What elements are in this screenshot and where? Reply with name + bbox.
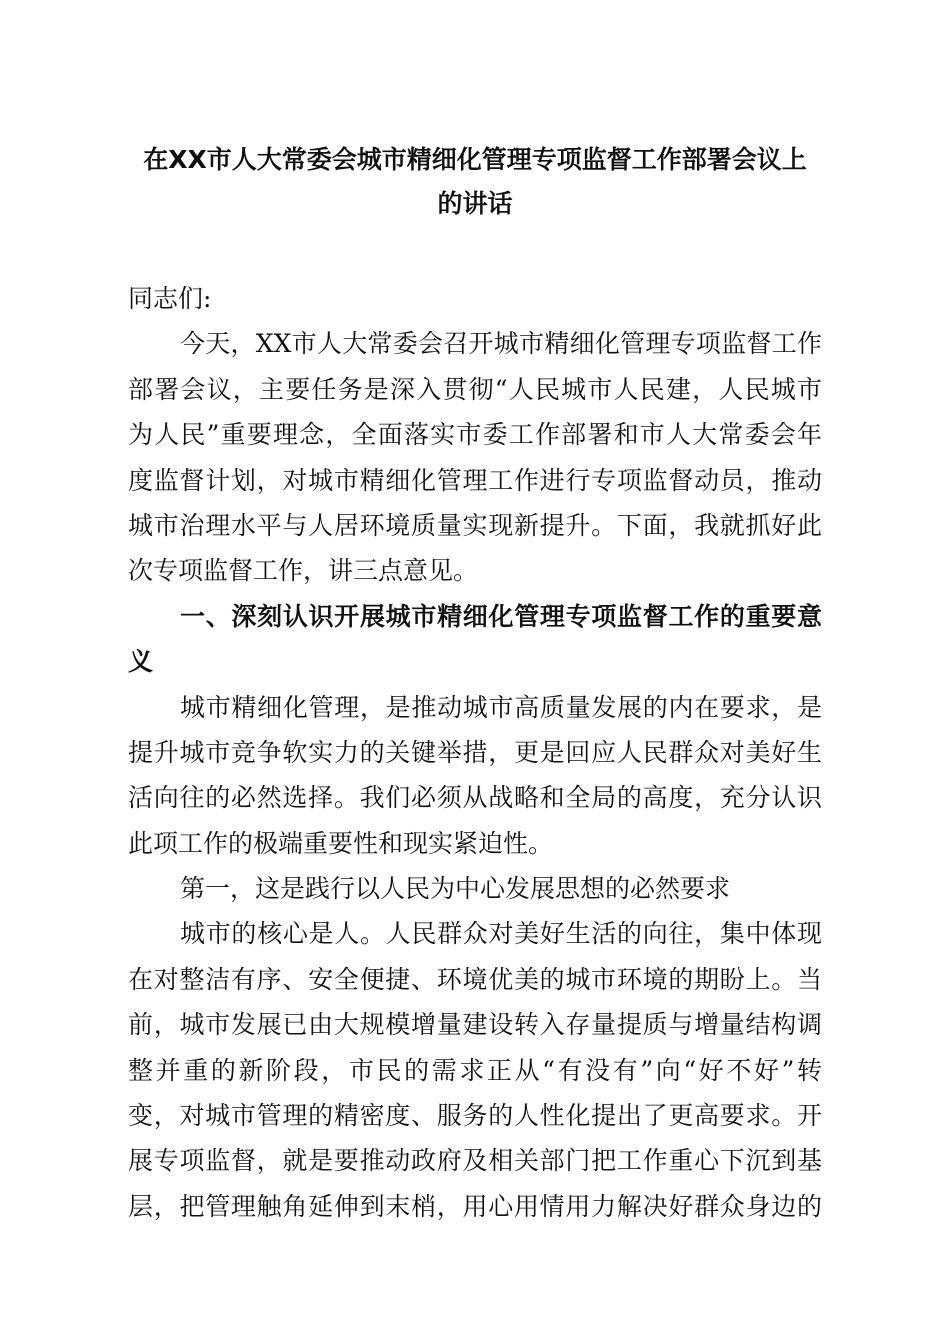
- paragraph-line: 城市精细化管理，是推动城市高质量发展的内在要求，是: [180, 692, 822, 722]
- paragraph-line: 部署会议，主要任务是深入贯彻“人民城市人民建，人民城市: [128, 374, 822, 404]
- paragraph-line: 今天，XX市人大常委会召开城市精细化管理专项监督工作: [180, 329, 822, 359]
- paragraph-intro: [128, 321, 822, 593]
- paragraph-significance: [128, 685, 822, 867]
- paragraph-line: 提升城市竞争软实力的关键举措，更是回应人民群众对美好生: [128, 737, 822, 767]
- paragraph-line: 展专项监督，就是要推动政府及相关部门把工作重心下沉到基: [128, 1146, 822, 1176]
- paragraph-line: 次专项监督工作，讲三点意见。: [128, 556, 479, 586]
- document-title: [128, 138, 822, 226]
- paragraph-line: 为人民”重要理念，全面落实市委工作部署和市人大常委会年: [128, 420, 822, 450]
- heading-line: 义: [128, 647, 154, 677]
- paragraph-people-centered: [128, 911, 822, 1229]
- heading-line: 一、深刻认识开展城市精细化管理专项监督工作的重要意: [180, 601, 822, 631]
- paragraph-line: 变，对城市管理的精密度、服务的人性化提出了更高要求。开: [128, 1101, 822, 1131]
- paragraph-line: 城市的核心是人。人民群众对美好生活的向往，集中体现: [180, 919, 822, 949]
- paragraph-line: 整并重的新阶段，市民的需求正从“有没有”向“好不好”转: [128, 1055, 822, 1085]
- paragraph-line: 活向往的必然选择。我们必须从战略和全局的高度，充分认识: [128, 783, 822, 813]
- paragraph-line: 前，城市发展已由大规模增量建设转入存量提质与增量结构调: [128, 1010, 822, 1040]
- subheading-first: [128, 866, 822, 911]
- paragraph-line: 此项工作的极端重要性和现实紧迫性。: [128, 828, 554, 858]
- paragraph-line: 城市治理水平与人居环境质量实现新提升。下面，我就抓好此: [128, 510, 822, 540]
- section-heading-1: [128, 594, 822, 685]
- document-page: [128, 138, 822, 1229]
- paragraph-line: 层，把管理触角延伸到末梢，用心用情用力解决好群众身边的: [128, 1191, 822, 1221]
- subheading-line: 第一，这是践行以人民为中心发展思想的必然要求: [180, 874, 731, 904]
- title-line-2: 的讲话: [437, 189, 513, 218]
- salutation: 同志们:: [128, 284, 212, 313]
- title-line-1: 在XX市人大常委会城市精细化管理专项监督工作部署会议上: [143, 145, 807, 174]
- paragraph-line: 在对整洁有序、安全便捷、环境优美的城市环境的期盼上。当: [128, 964, 822, 994]
- paragraph-line: 度监督计划，对城市精细化管理工作进行专项监督动员，推动: [128, 465, 822, 495]
